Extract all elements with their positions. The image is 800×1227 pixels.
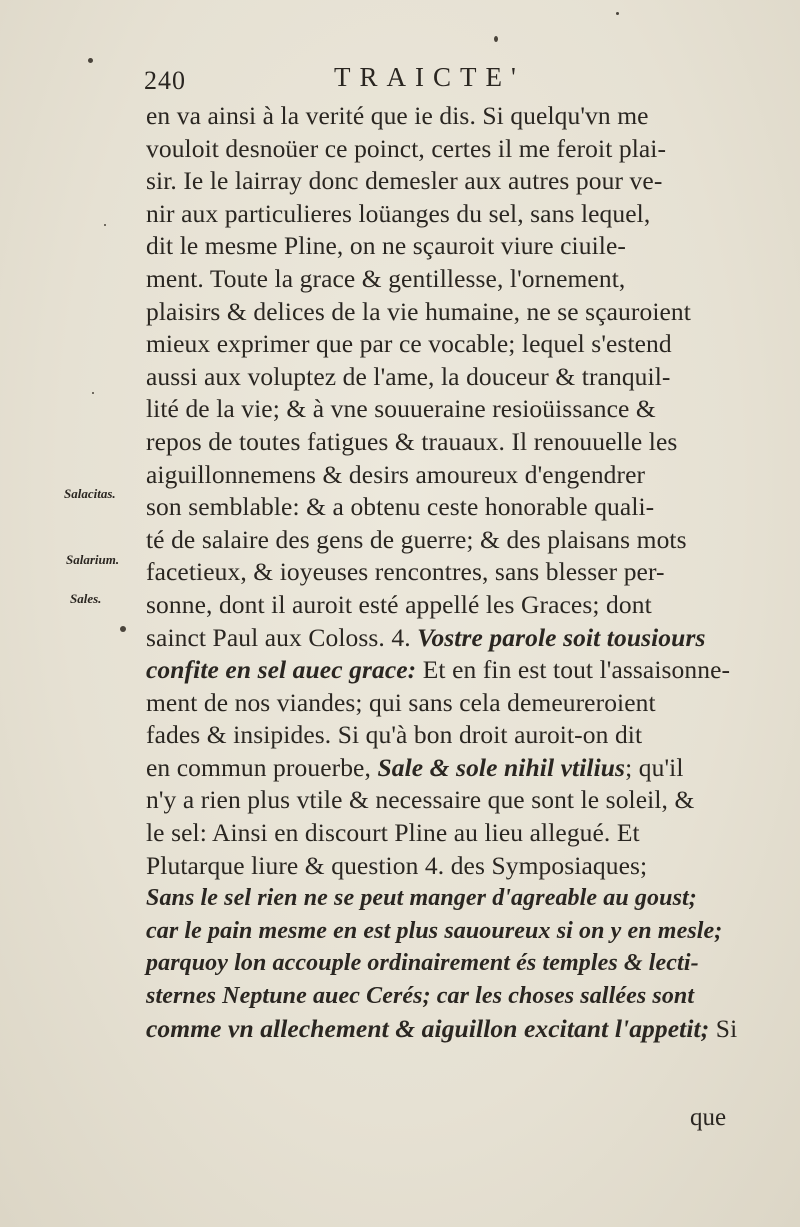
italic-proverb: Sale & sole nihil vtilius <box>377 752 626 782</box>
plain-text: sainct Paul aux Coloss. 4. <box>146 622 418 652</box>
text-line: sonne, dont il auroit esté appellé les Graces; dont <box>146 589 652 619</box>
italic-quote: comme vn allechement & aiguillon excitant l'appetit; <box>146 1013 710 1043</box>
italic-quote: confite en sel auec grace: <box>146 655 417 685</box>
text-line: nir aux particulieres loüanges du sel, sans lequel, <box>146 198 651 228</box>
text-line: vouloit desnoüer ce poinct, certes il me feroit plai- <box>146 133 667 163</box>
text-line: dit le mesme Pline, on ne sçauroit viure ciuile- <box>146 231 626 261</box>
margin-note-sales: Sales. <box>70 591 102 606</box>
text-line: ment. Toute la grace & gentillesse, l'ornement, <box>146 263 626 293</box>
text-line: té de salaire des gens de guerre; & des plaisans mots <box>146 524 687 554</box>
plain-text: ; qu'il <box>625 752 684 782</box>
italic-line: sternes Neptune auec Cerés; car les choses sallées sont <box>146 983 695 1010</box>
ink-speck <box>92 392 94 394</box>
text-line: repos de toutes fatigues & trauaux. Il renouuelle les <box>146 426 678 456</box>
text-line: aiguillonnemens & desirs amoureux d'engendrer <box>146 459 646 489</box>
margin-note-salarium: Salarium. <box>66 552 120 567</box>
ink-speck <box>616 12 619 15</box>
text-line: aussi aux voluptez de l'ame, la douceur & tranquil- <box>146 361 671 391</box>
margin-note-salacitas: Salacitas. <box>64 486 116 501</box>
text-line: plaisirs & delices de la vie humaine, ne se sçauroient <box>146 296 691 326</box>
page-number: 240 <box>144 66 186 95</box>
page-header <box>144 62 744 102</box>
text-line: Plutarque liure & question 4. des Symposiaques; <box>146 850 648 880</box>
ink-speck <box>104 224 106 226</box>
italic-line: Sans le sel rien ne se peut manger d'agreable au goust; <box>146 885 697 912</box>
text-line-mixed <box>146 654 746 687</box>
italic-line: parquoy lon accouple ordinairement és temples & lecti- <box>146 950 699 977</box>
italic-line: car le pain mesme en est plus sauoureux si on y en mesle; <box>146 917 723 944</box>
text-line: le sel: Ainsi en discourt Pline au lieu allegué. Et <box>146 818 640 848</box>
body-text <box>146 100 746 1045</box>
italic-quote: Vostre parole soit tousiours <box>417 622 706 652</box>
running-title: TRAICTE' <box>334 62 525 92</box>
text-line: n'y a rien plus vtile & necessaire que sont le soleil, & <box>146 785 695 815</box>
text-line: facetieux, & ioyeuses rencontres, sans blesser per- <box>146 557 665 587</box>
plain-text: en commun prouerbe, <box>146 752 378 782</box>
catchword: que <box>690 1104 727 1131</box>
plain-text: Et en fin est tout l'assaisonne- <box>416 655 731 685</box>
text-line: sir. Ie le lairray donc demesler aux autres pour ve- <box>146 166 663 196</box>
text-line: mieux exprimer que par ce vocable; lequel s'estend <box>146 329 672 359</box>
text-line-mixed <box>146 752 746 785</box>
ink-speck <box>88 58 93 63</box>
text-line-mixed <box>146 622 746 655</box>
plain-text: Si <box>709 1013 738 1043</box>
text-line: lité de la vie; & à vne souueraine resioüissance & <box>146 394 656 424</box>
ink-speck <box>494 36 498 42</box>
text-line: ment de nos viandes; qui sans cela demeureroient <box>146 687 656 717</box>
text-line-mixed <box>146 1013 746 1046</box>
ink-speck <box>120 626 126 632</box>
text-line: son semblable: & a obtenu ceste honorable quali- <box>146 492 655 522</box>
text-line: fades & insipides. Si qu'à bon droit auroit-on dit <box>146 720 643 750</box>
text-line: en va ainsi à la verité que ie dis. Si quelqu'vn me <box>146 101 649 130</box>
